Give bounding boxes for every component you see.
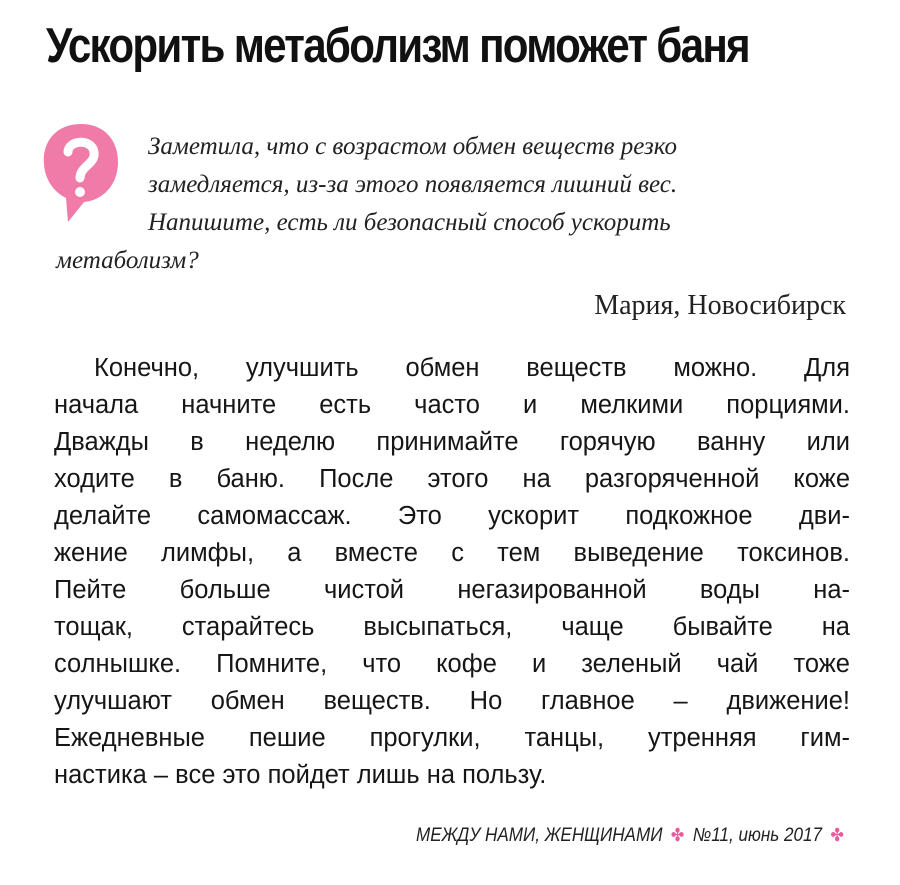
answer-line: Дважды в неделю принимайте горячую ванну или [54,428,850,456]
article-title: Ускорить метаболизм поможет баня [46,19,749,73]
question-line: замедляется, из-за этого появляется лишний вес. [148,171,678,198]
flower-ornament-icon: ✤ [830,825,845,845]
answer-text [54,350,850,794]
flower-ornament-icon: ✤ [671,825,685,845]
answer-line: Ежедневные пешие прогулки, танцы, утренняя гим- [54,724,850,752]
issue-info: №11, июнь 2017 [693,825,823,846]
publication-footer [416,825,848,847]
answer-line: улучшают обмен веществ. Но главное – движение! [54,687,850,715]
answer-line: жение лимфы, а вместе с тем выведение токсинов. [54,539,850,567]
answer-line: солнышке. Помните, что кофе и зеленый чай тоже [54,650,850,678]
question-line: метаболизм? [56,247,199,274]
reader-question [56,128,856,280]
question-line: Заметила, что с возрастом обмен веществ резко [148,133,678,160]
question-line: Напишите, есть ли безопасный способ ускорить [148,209,671,236]
question-author: Мария, Новосибирск [594,290,846,321]
answer-line: настика – все это пойдет лишь на пользу. [54,761,547,789]
answer-line: начала начните есть часто и мелкими порциями. [54,391,850,419]
answer-line: Пейте больше чистой негазированной воды на- [54,576,850,604]
publication-name: МЕЖДУ НАМИ, ЖЕНЩИНАМИ [416,825,663,846]
answer-line: Конечно, улучшить обмен веществ можно. Для [94,354,850,382]
answer-line: тощак, старайтесь высыпаться, чаще бывайте на [54,613,850,641]
answer-line: ходите в баню. После этого на разгоряченной коже [54,465,850,493]
answer-line: делайте самомассаж. Это ускорит подкожное дви- [54,502,850,530]
